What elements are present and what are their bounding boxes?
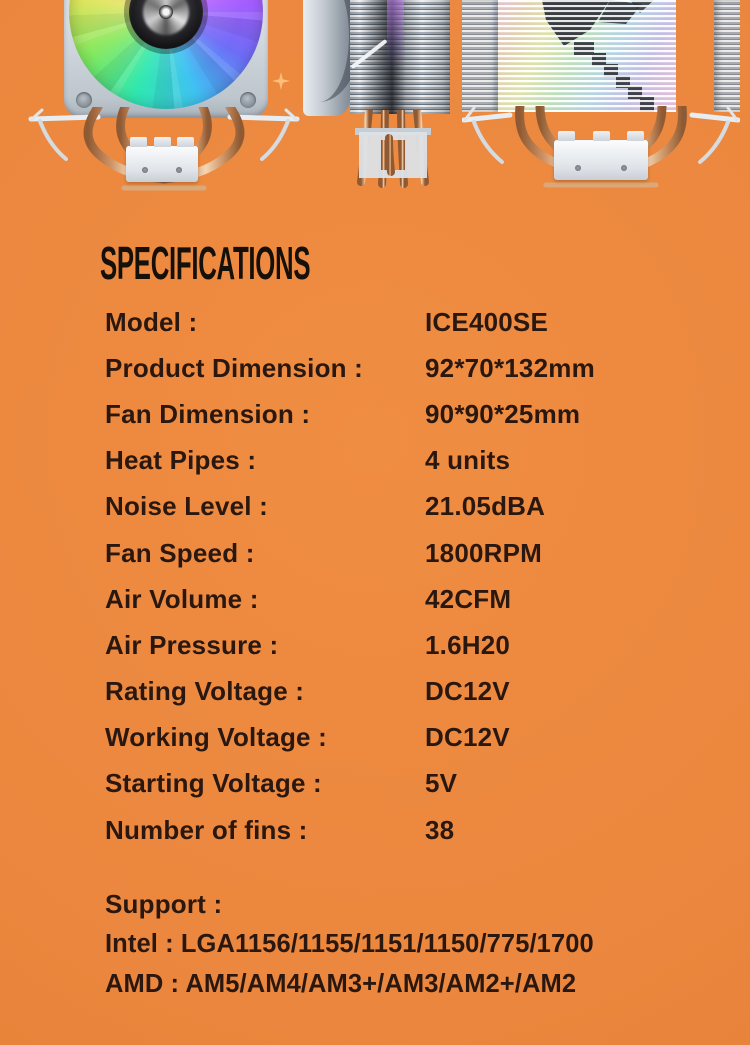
support-line-intel: Intel : LGA1156/1155/1151/1150/775/1700	[105, 930, 594, 958]
spec-label: Heat Pipes :	[105, 445, 257, 476]
support-line-amd: AMD : AM5/AM4/AM3+/AM3/AM2+/AM2	[105, 970, 577, 998]
spec-row-product-dimension	[105, 345, 650, 391]
spec-label: Noise Level :	[105, 491, 268, 522]
spec-label: Rating Voltage :	[105, 676, 305, 707]
specifications-heading: SPECIFICATIONS	[100, 237, 311, 289]
fan-side	[303, 0, 350, 116]
spec-row-heat-pipes	[105, 438, 650, 484]
specifications-table	[105, 299, 650, 853]
spec-value: DC12V	[425, 722, 510, 753]
spec-label: Working Voltage :	[105, 722, 328, 753]
spec-label: Air Pressure :	[105, 629, 279, 660]
spec-row-air-pressure	[105, 622, 650, 668]
spec-label: Starting Voltage :	[105, 768, 322, 799]
spec-row-noise-level	[105, 484, 650, 530]
product-image-side-view	[303, 0, 458, 192]
rgb-glow	[387, 0, 404, 71]
spec-value: 1.6H20	[425, 629, 511, 660]
spec-label: Product Dimension :	[105, 352, 364, 383]
spec-value: ICE400SE	[425, 306, 549, 337]
spec-row-number-of-fins	[105, 807, 650, 853]
spec-label: Fan Speed :	[105, 537, 255, 568]
spec-value: 38	[425, 814, 455, 845]
spec-label: Fan Dimension :	[105, 398, 311, 429]
fan-frame	[64, 0, 268, 118]
spec-value: 4 units	[425, 445, 511, 476]
spec-label: Model :	[105, 306, 198, 337]
spec-row-model	[105, 299, 650, 345]
spec-label: Air Volume :	[105, 583, 259, 614]
product-image-front-view	[28, 0, 300, 196]
spec-value: 92*70*132mm	[425, 352, 595, 383]
product-image-back-view	[462, 0, 740, 198]
cooler-base	[126, 146, 198, 182]
spec-row-starting-voltage	[105, 761, 650, 807]
heatsink-fins-rgb	[490, 0, 676, 112]
spec-value: 90*90*25mm	[425, 398, 581, 429]
spec-value: 21.05dBA	[425, 491, 546, 522]
spec-label: Number of fins :	[105, 814, 308, 845]
spec-value: 1800RPM	[425, 537, 543, 568]
cooler-base	[554, 140, 648, 180]
spec-value: 5V	[425, 768, 458, 799]
spec-row-fan-speed	[105, 530, 650, 576]
spec-row-air-volume	[105, 576, 650, 622]
spec-row-fan-dimension	[105, 391, 650, 437]
fan-screw	[76, 92, 92, 108]
heat-pipes	[303, 110, 458, 190]
support-section	[105, 884, 665, 1004]
fan-screw	[240, 92, 256, 108]
spec-row-working-voltage	[105, 715, 650, 761]
spec-value: 42CFM	[425, 583, 512, 614]
spec-value: DC12V	[425, 676, 510, 707]
support-heading: Support :	[105, 889, 223, 919]
spec-row-rating-voltage	[105, 669, 650, 715]
